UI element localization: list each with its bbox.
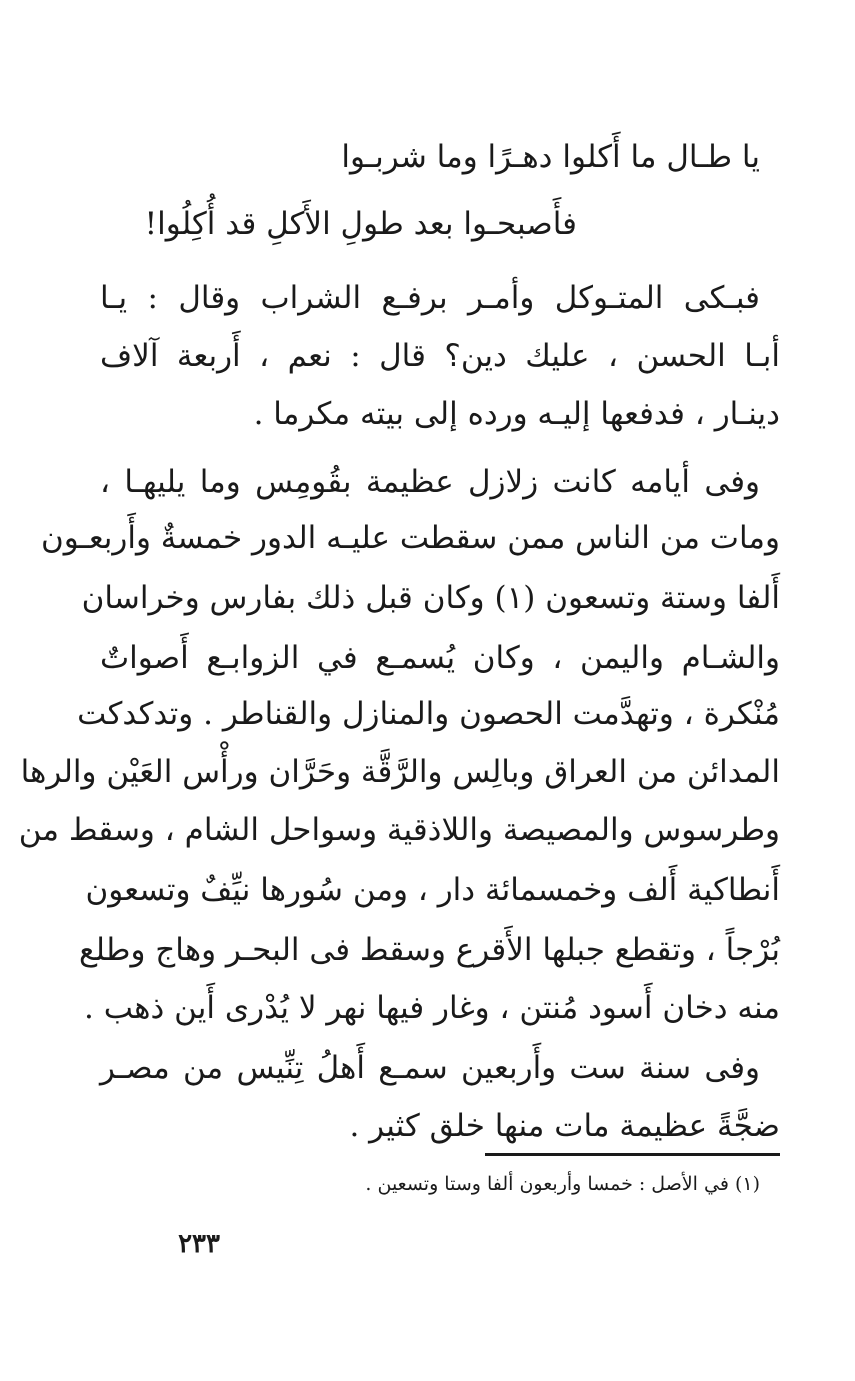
body-line: أَنطاكية أَلف وخمسمائة دار ، ومن سُورها نيِّفٌ وتسعون	[85, 872, 780, 908]
body-line: ومات من الناس ممن سقطت عليـه الدور خمسةٌ وأَربعـون	[40, 520, 780, 556]
body-line: والشـام واليمن ، وكان يُسمـع في الزوابـع أَصواتٌ	[100, 640, 780, 676]
footnote-separator	[485, 1153, 780, 1156]
body-line: فبـكى المتـوكل وأمـر برفـع الشراب وقال : يـا	[100, 280, 760, 316]
body-line: ضجَّةً عظيمة مات منها خلق كثير .	[349, 1108, 780, 1144]
body-line: وفى سنة ست وأَربعين سمـع أَهلُ تِنِّيس من مصـر	[100, 1050, 760, 1086]
footnote: (١) في الأصل : خمسا وأربعون ألفا وستا وتسعين .	[365, 1173, 760, 1195]
body-line: منه دخان أَسود مُنتن ، وغار فيها نهر لا يُدْرى أَين ذهب .	[84, 990, 780, 1026]
poem-verse-1: يا طـال ما أَكلوا دهـرًا وما شربـوا	[341, 139, 760, 175]
page-number: ٢٣٣	[178, 1229, 220, 1259]
body-line: المدائن من العراق وبالِس والرَّقَّة وحَرَّان ورأْس العَيْن والرها	[20, 754, 780, 790]
body-line: وطرسوس والمصيصة واللاذقية وسواحل الشام ، وسقط من	[18, 812, 780, 848]
body-line: دينـار ، فدفعها إليـه ورده إلى بيته مكرما .	[253, 396, 780, 432]
poem-verse-2: فأَصبحـوا بعد طولِ الأَكلِ قد أُكِلُوا!	[144, 206, 577, 242]
body-line: أَلفا وستة وتسعون (١) وكان قبل ذلك بفارس وخراسان	[81, 580, 780, 616]
body-line: أبـا الحسن ، عليك دين؟ قال : نعم ، أَربعة آلاف	[100, 338, 780, 374]
body-line: وفى أيامه كانت زلازل عظيمة بقُومِس وما يليهـا ،	[100, 464, 760, 500]
body-line: بُرْجاً ، وتقطع جبلها الأَقرع وسقط فى البحـر وهاج وطلع	[79, 932, 780, 968]
body-line: مُنْكرة ، وتهدَّمت الحصون والمنازل والقناطر . وتدكدكت	[77, 696, 780, 732]
